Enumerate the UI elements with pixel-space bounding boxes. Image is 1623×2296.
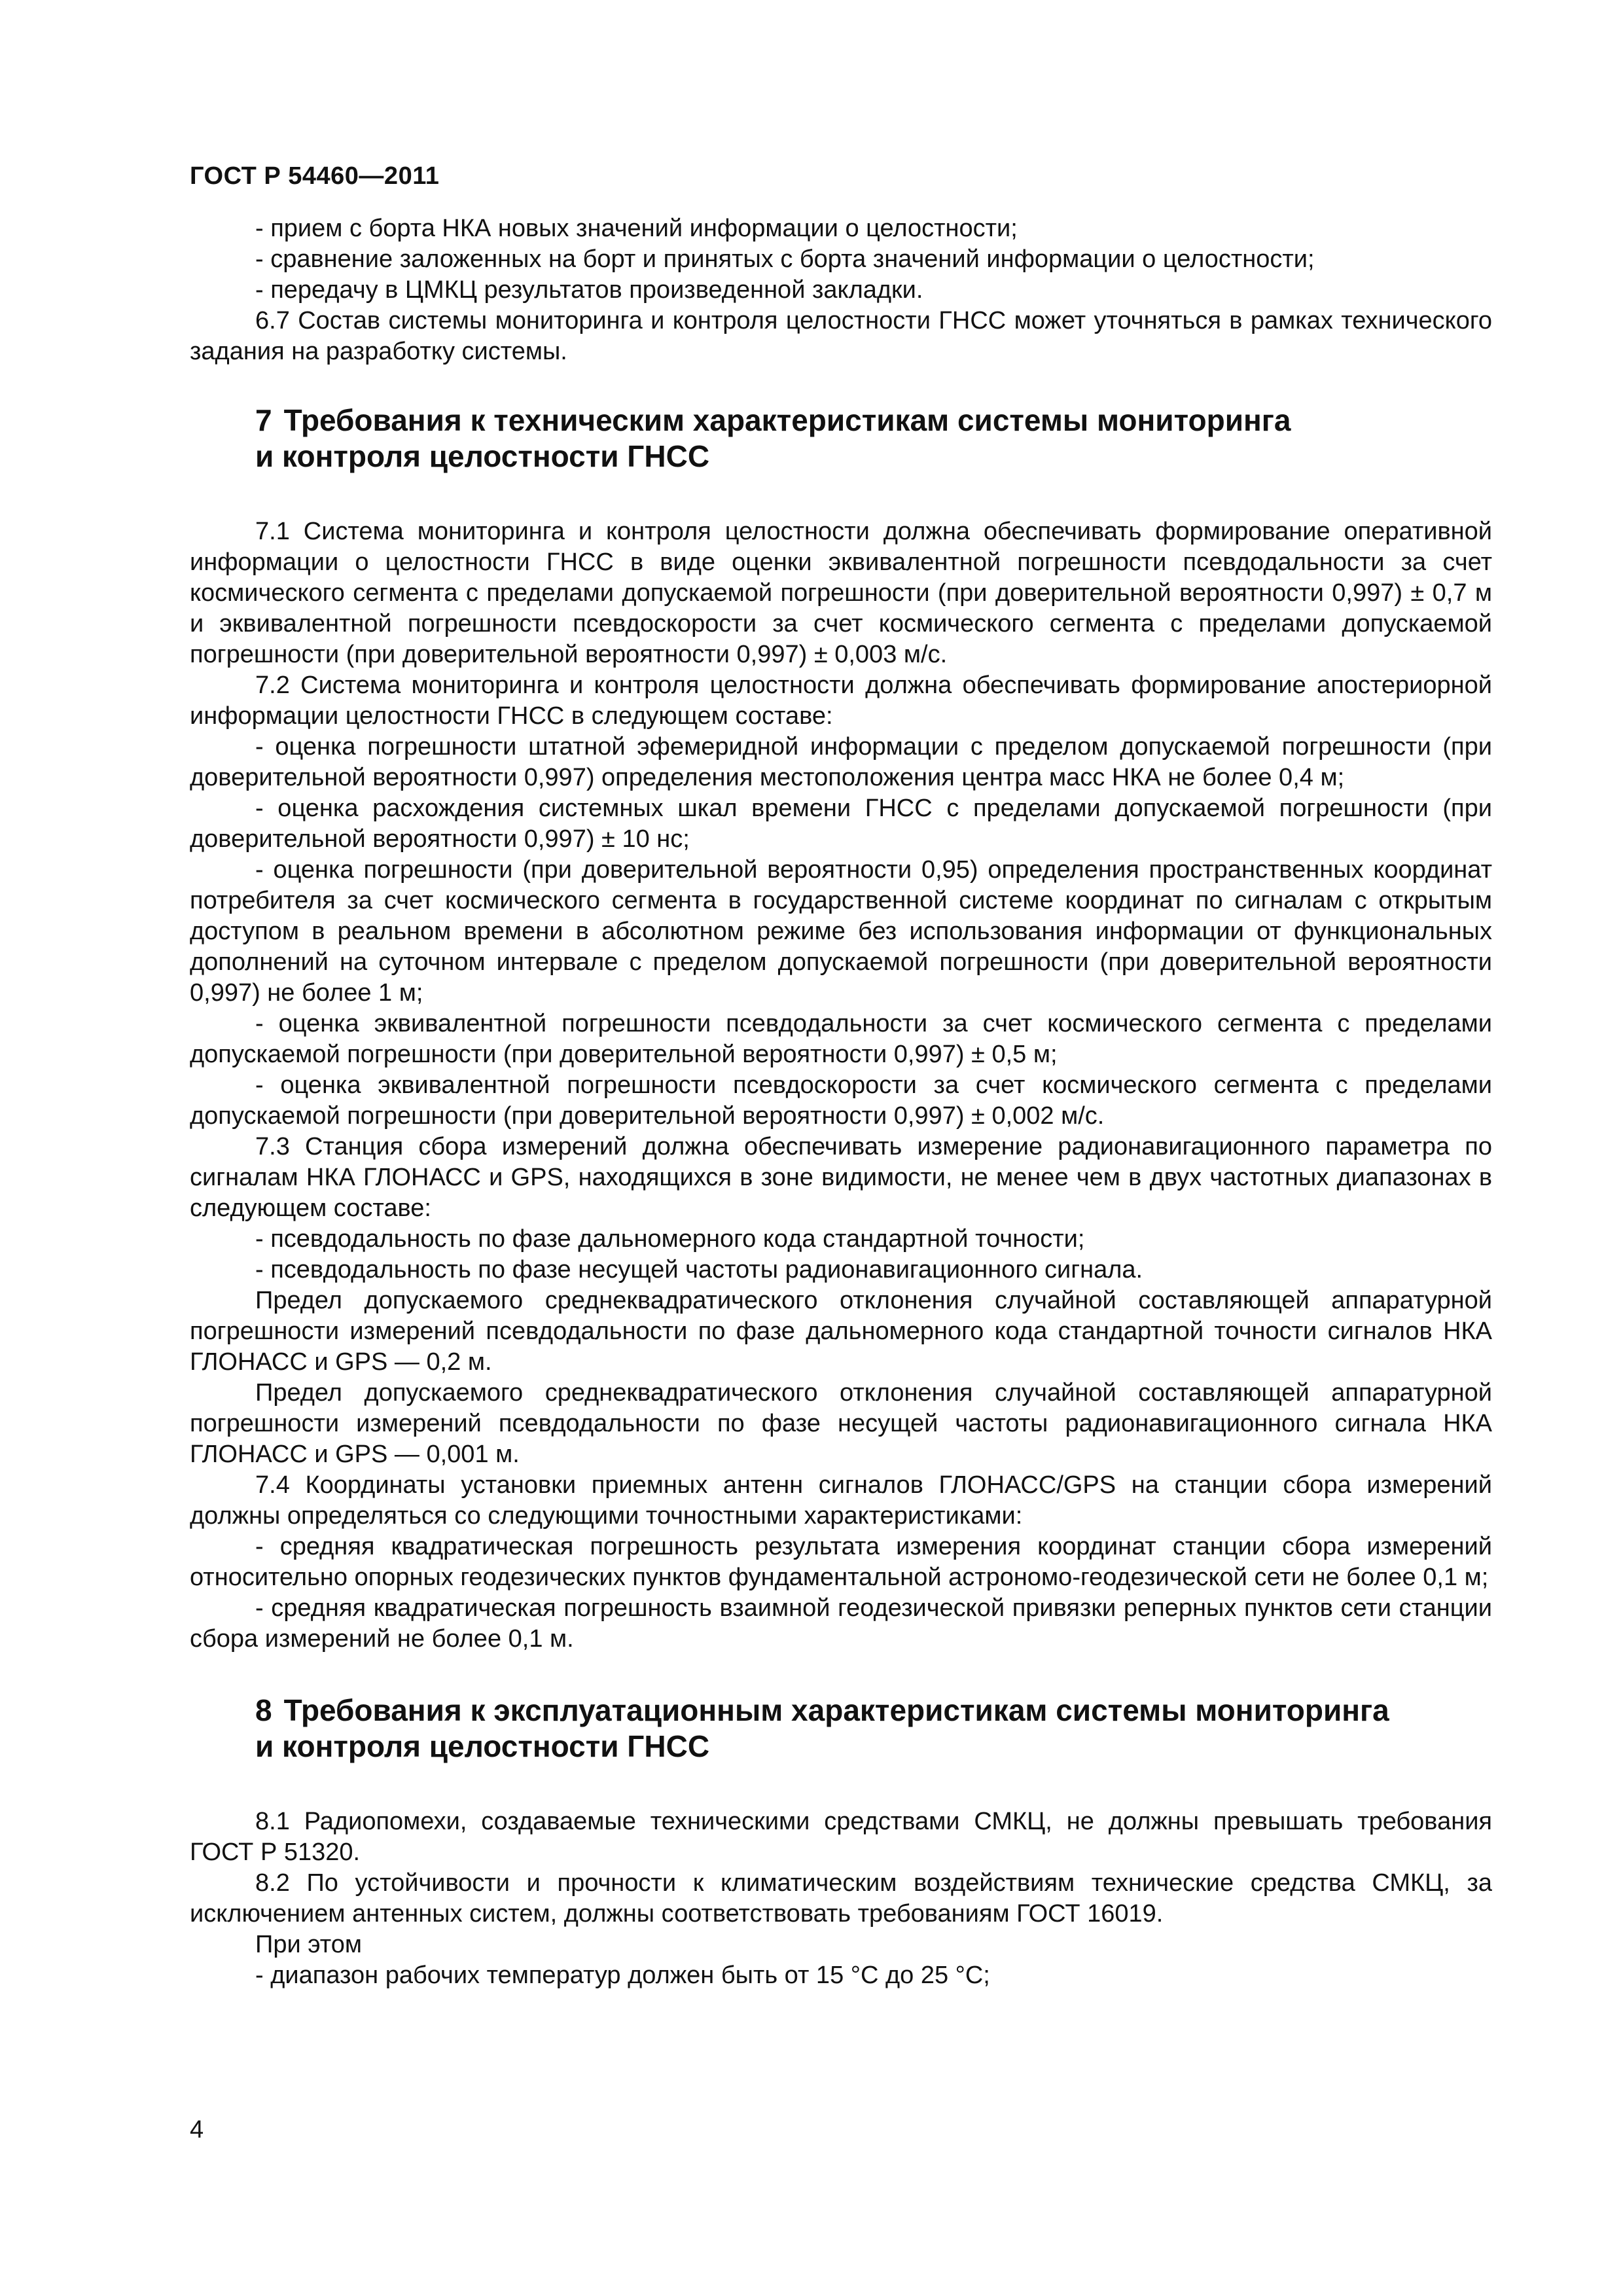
section-7-title-text-1: Требования к техническим характеристикам системы мониторинга xyxy=(283,403,1291,437)
list-item-pseudorange-error: - оценка эквивалентной погрешности псевдодальности за счет космического сегмента с пределами допускаемой погрешности (при доверительной вероятности 0,997) ± 0,5 м; xyxy=(190,1010,1492,1068)
document-id-header: ГОСТ Р 54460—2011 xyxy=(190,162,440,190)
paragraph-7-2: 7.2 Система мониторинга и контроля целостности должна обеспечивать формирование апостериорной информации целостности ГНСС в следующем составе: xyxy=(190,672,1492,730)
paragraph-7-3: 7.3 Станция сбора измерений должна обеспечивать измерение радионавигационного параметра по сигналам НКА ГЛОНАСС и GPS, находящихся в зоне видимости, не менее чем в двух частотных диапазонах в следующем составе: xyxy=(190,1133,1492,1222)
section-7-number: 7 xyxy=(255,403,272,437)
list-item-pseudovelocity-error: - оценка эквивалентной погрешности псевдоскорости за счет космического сегмента с пределами допускаемой погрешности (при доверительной вероятности 0,997) ± 0,002 м/с. xyxy=(190,1071,1492,1130)
list-item-station-coordinates: - средняя квадратическая погрешность результата измерения координат станции сбора измерений относительно опорных геодезических пунктов фундаментальной астрономо-геодезической сети не более 0,1 м; xyxy=(190,1533,1492,1591)
list-item-ephemeris-error: - оценка погрешности штатной эфемеридной информации с пределом допускаемой погрешности (при доверительной вероятности 0,997) определения местоположения центра масс НКА не более 0,4 м; xyxy=(190,733,1492,791)
list-item-code-pseudorange: - псевдодальность по фазе дальномерного кода стандартной точности; xyxy=(255,1225,1085,1253)
section-8-title-line2: и контроля целостности ГНСС xyxy=(255,1729,710,1763)
paragraph-8-2: 8.2 По устойчивости и прочности к климатическим воздействиям технические средства СМКЦ, за исключением антенных систем, должны соответствовать требованиям ГОСТ 16019. xyxy=(190,1869,1492,1928)
list-item-receive: - прием с борта НКА новых значений информации о целостности; xyxy=(255,215,1018,242)
section-8-title-line1 xyxy=(190,1693,1492,1729)
list-item-transfer: - передачу в ЦМКЦ результатов произведенной закладки. xyxy=(255,276,923,304)
paragraph-8-1: 8.1 Радиопомехи, создаваемые техническими средствами СМКЦ, не должны превышать требования ГОСТ Р 51320. xyxy=(190,1808,1492,1866)
paragraph-7-4: 7.4 Координаты установки приемных антенн сигналов ГЛОНАСС/GPS на станции сбора измерений должны определяться со следующими точностными характеристиками: xyxy=(190,1471,1492,1530)
list-item-reference-points: - средняя квадратическая погрешность взаимной геодезической привязки реперных пунктов сети станции сбора измерений не более 0,1 м. xyxy=(190,1594,1492,1653)
list-item-time-scale: - оценка расхождения системных шкал времени ГНСС с пределами допускаемой погрешности (при доверительной вероятности 0,997) ± 10 нс; xyxy=(190,795,1492,853)
section-8-title-text-1: Требования к эксплуатационным характеристикам системы мониторинга xyxy=(283,1693,1389,1727)
section-8-number: 8 xyxy=(255,1693,272,1727)
list-item-coordinates-error: - оценка погрешности (при доверительной вероятности 0,95) определения пространственных координат потребителя за счет космического сегмента в государственной системе координат по сигналам с открытым доступом в реальном времени в абсолютном режиме без использования информации от функциональных дополнений на суточном интервале с пределом допускаемой погрешности (при доверительной вероятности 0,997) не более 1 м; xyxy=(190,856,1492,1007)
list-item-temperature-range: - диапазон рабочих температур должен быть от 15 °С до 25 °С; xyxy=(255,1962,990,1989)
list-item-compare: - сравнение заложенных на борт и принятых с борта значений информации о целостности; xyxy=(255,245,1315,273)
paragraph-carrier-limit: Предел допускаемого среднеквадратического отклонения случайной составляющей аппаратурной погрешности измерений псевдодальности по фазе несущей частоты радионавигационного сигнала НКА ГЛОНАСС и GPS — 0,001 м. xyxy=(190,1379,1492,1468)
paragraph-6-7: 6.7 Состав системы мониторинга и контроля целостности ГНСС может уточняться в рамках технического задания на разработку системы. xyxy=(190,307,1492,365)
paragraph-pri-etom: При этом xyxy=(255,1931,363,1958)
paragraph-7-1: 7.1 Система мониторинга и контроля целостности должна обеспечивать формирование оперативной информации о целостности ГНСС в виде оценки эквивалентной погрешности псевдодальности за счет космического сегмента с пределами допускаемой погрешности (при доверительной вероятности 0,997) ± 0,7 м и эквивалентной погрешности псевдоскорости за счет космического сегмента с пределами допускаемой погрешности (при доверительной вероятности 0,997) ± 0,003 м/с. xyxy=(190,518,1492,668)
page-content xyxy=(190,213,1492,1991)
section-7-title-line2: и контроля целостности ГНСС xyxy=(255,439,710,473)
section-7-heading xyxy=(190,403,1492,475)
section-8-heading xyxy=(190,1693,1492,1765)
list-item-carrier-pseudorange: - псевдодальность по фазе несущей частоты радионавигационного сигнала. xyxy=(255,1256,1143,1283)
paragraph-code-limit: Предел допускаемого среднеквадратического отклонения случайной составляющей аппаратурной погрешности измерений псевдодальности по фазе дальномерного кода стандартной точности сигналов НКА ГЛОНАСС и GPS — 0,2 м. xyxy=(190,1287,1492,1376)
section-7-title-line1 xyxy=(190,403,1492,439)
page-number: 4 xyxy=(190,2116,204,2144)
